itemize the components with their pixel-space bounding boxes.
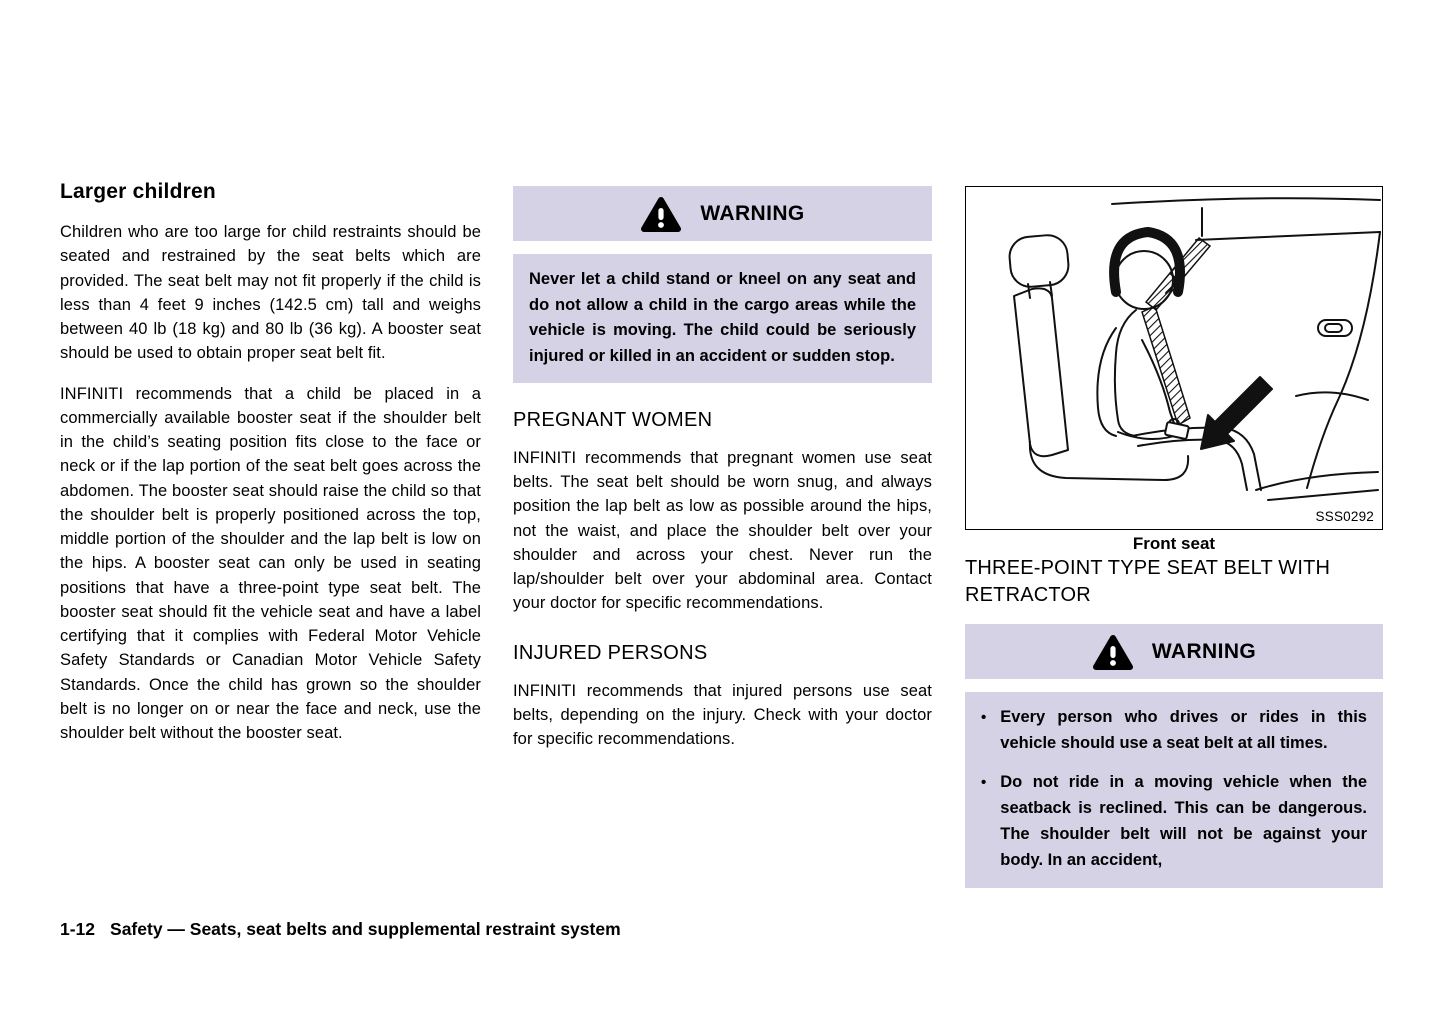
paragraph-larger-children-1: Children who are too large for child restraints should be seated and restrained by the seat belts which are provided. The seat belt may not fit properly if the child is less than 4 feet 9 inches (142.5 cm) tall and weighs between 40 lb (18 kg) and 80 lb (36 kg). A booster seat should be used to obtain proper seat belt fit.	[60, 223, 481, 363]
heading-three-point-seat-belt: THREE-POINT TYPE SEAT BELT WITH RETRACTOR	[965, 557, 1331, 606]
page-footer	[60, 919, 621, 940]
warning-triangle-icon	[1092, 633, 1134, 671]
warning-bullet	[981, 705, 1367, 756]
page-number: 1-12	[60, 919, 96, 939]
warning-header	[513, 186, 932, 241]
warning-body	[965, 692, 1383, 888]
heading-pregnant-women: PREGNANT WOMEN	[513, 408, 713, 431]
heading-injured-persons: INJURED PERSONS	[513, 641, 708, 664]
warning-triangle-icon	[640, 195, 682, 233]
paragraph-injured-persons: INFINITI recommends that injured persons use seat belts, depending on the injury. Check with your doctor for specific recommendations.	[513, 681, 932, 749]
figure-caption: Front seat	[1132, 534, 1216, 553]
warning-bullet-text: Do not ride in a moving vehicle when the seatback is reclined. This can be dangerous. The shoulder belt will not be against your body. In an accident,	[1000, 773, 1367, 869]
footer-title: Safety — Seats, seat belts and supplemental restraint system	[110, 919, 621, 939]
warning-bullet-text: Every person who drives or rides in this vehicle should use a seat belt at all times.	[1000, 708, 1367, 752]
left-column	[60, 180, 481, 761]
warning-title: WARNING	[700, 201, 805, 225]
warning-title: WARNING	[1151, 639, 1257, 663]
bullet-icon: •	[981, 709, 987, 726]
heading-larger-children: Larger children	[60, 180, 216, 203]
front-seat-figure	[965, 186, 1383, 530]
front-seat-illustration	[966, 187, 1382, 529]
figure-code: SSS0292	[1312, 509, 1374, 524]
arrow-down-left-icon	[1201, 377, 1272, 449]
warning-body-text: Never let a child stand or kneel on any seat and do not allow a child in the cargo areas while the vehicle is moving. The child could be seriously injured or killed in an accident or sudden stop.	[529, 270, 916, 366]
middle-column	[513, 186, 932, 767]
bullet-icon: •	[981, 774, 987, 792]
paragraph-larger-children-2: INFINITI recommends that a child be placed in a commercially available booster seat if the shoulder belt in the child’s seating position fits close to the face or neck or if the lap portion of the seat belt goes across the abdomen. The booster seat should raise the child so that the shoulder belt is properly positioned across the top, middle portion of the shoulder and the lap belt is low on the hips. A booster seat can only be used in seating positions that have a three-point type seat belt. The booster seat should fit the vehicle seat and have a label certifying that it complies with Federal Motor Vehicle Safety Standards or Canadian Motor Vehicle Safety Standards. Once the child has grown so the shoulder belt is no longer on or near the face and neck, use the shoulder belt without the booster seat.	[60, 384, 481, 742]
paragraph-pregnant-women: INFINITI recommends that pregnant women use seat belts. The seat belt should be worn snug, and always position the lap belt as low as possible around the hips, not the waist, and place the shoulder belt over your shoulder and across your chest. Never run the lap/shoulder belt over your abdominal area. Contact your doctor for specific recommendations.	[513, 448, 932, 613]
warning-bullet	[981, 770, 1367, 873]
warning-body	[513, 254, 932, 383]
right-column	[965, 186, 1383, 888]
warning-header	[965, 624, 1383, 679]
